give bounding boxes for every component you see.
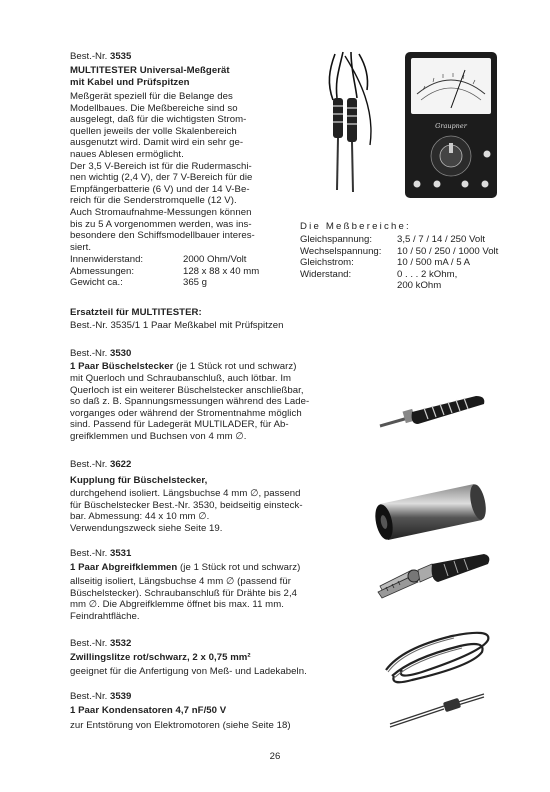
desc-line: Modellbaues. Die Meßbereiche sind so [70,102,238,114]
item-title-row [70,562,300,574]
range-label: Widerstand: [300,268,352,280]
spec-row [70,277,259,289]
range-label: Gleichstrom: [300,257,354,269]
desc-line: greifklemmen und Buchsen von 4 mm ∅. [70,430,247,442]
range-value: 10 / 50 / 250 / 1000 Volt [397,245,499,257]
spec-value: 365 g [183,277,208,289]
desc-line: reich für die Senderstromquelle (12 V). [70,195,237,207]
desc-line: so daß z. B. Spannungsmessungen während des Lade- [70,396,310,408]
item-description [70,720,291,732]
multitester-image [403,50,499,200]
spec-value: 2000 Ohm/Volt [183,254,247,265]
best-number: 3539 [110,691,132,702]
range-value: 0 . . . 2 kOhm, [397,268,458,280]
item-title-suffix: (je 1 Stück rot und schwarz) [177,562,301,573]
item-title-row [70,361,296,373]
best-number: 3531 [110,548,132,559]
test-leads-image [315,50,385,200]
item-order-number [70,459,131,471]
range-row [300,269,498,281]
spec-value: 128 x 88 x 40 mm [183,265,260,277]
range-label: Gleichspannung: [300,234,373,245]
item-order-number [70,691,131,703]
range-row [300,257,498,269]
best-number: 3530 [110,348,132,359]
range-value: 3,5 / 7 / 14 / 250 Volt [397,234,486,245]
item-description [70,373,309,443]
item-order-number [70,638,131,650]
desc-line: siert. [70,241,92,253]
desc-line: geeignet für die Anfertigung von Meß- und Ladekabeln. [70,666,307,677]
capacitor-image [386,690,486,730]
ersatzteil-heading: Ersatzteil für MULTITESTER: [70,307,202,318]
item-description [70,488,303,534]
desc-line: bar. Abmessung: 44 x 10 mm ∅. [70,511,210,523]
alligator-clip-image [372,552,494,614]
desc-line: Verwendungszweck siehe Seite 19. [70,522,223,534]
desc-line: quellen jeweils der volle Skalenbereich [70,125,237,137]
item-order-number [70,348,131,360]
range-value: 10 / 500 mA / 5 A [397,257,471,269]
item-description [70,576,297,622]
best-prefix: Best.-Nr. [70,638,108,649]
multitester-description [70,91,292,253]
spec-row [70,254,259,266]
desc-line: sind. Passend für Ladegerät MULTILADER, für Ab- [70,419,289,431]
best-prefix: Best.-Nr. [70,51,108,62]
ranges-title: Die Meßbereiche: [300,221,411,232]
desc-line: ausgenutzt wird. Damit wird ein sehr ge- [70,137,244,149]
spec-label: Abmessungen: [70,265,134,277]
item-title: 1 Paar Abgreifklemmen [70,562,178,573]
range-row [300,234,498,246]
spec-label: Innenwiderstand: [70,254,144,265]
multitester-order-number [70,51,131,63]
desc-line: allseitig isoliert, Längsbuchse 4 mm ∅ (passend für [70,576,292,587]
ranges-table [300,234,498,292]
desc-line: mit Querloch und Schraubanschluß, auch lötbar. Im [70,373,292,384]
item-title: 1 Paar Büschelstecker [70,361,174,372]
desc-line: ausgelegt, daß für die wichtigsten Strom- [70,114,247,126]
item-order-number [70,548,131,560]
multitester-subtitle: mit Kabel und Prüfspitzen [70,77,190,88]
desc-line: nen wichtig (2,4 V), der 7 V-Bereich für die [70,172,253,184]
spec-row [70,266,259,278]
best-prefix: Best.-Nr. [70,691,108,702]
desc-line: besondere den Schiffsmodellbauer interes- [70,230,255,242]
desc-line: vorganges oder während der Stromentnahme möglich [70,407,302,419]
desc-line: zur Entstörung von Elektromotoren (siehe Seite 18) [70,720,291,731]
item-title: Zwillingslitze rot/schwarz, 2 x 0,75 mm² [70,652,251,663]
desc-line: naues Ablesen ermöglicht. [70,148,184,160]
desc-line: Meßgerät speziell für die Belange des [70,91,233,102]
range-label [300,280,397,292]
banana-plug-image [378,392,490,434]
desc-line: Querloch ist ein weiterer Büschelstecker anschließbar, [70,384,304,396]
ersatzteil-line: Best.-Nr. 3535/1 1 Paar Meßkabel mit Prüfspitzen [70,320,284,331]
range-label: Wechselspannung: [300,245,382,257]
best-prefix: Best.-Nr. [70,348,108,359]
best-prefix: Best.-Nr. [70,459,108,470]
range-row [300,280,498,292]
coupling-image [370,478,492,540]
multitester-title: MULTITESTER Universal-Meßgerät [70,65,230,76]
best-number: 3535 [110,51,132,62]
spec-label: Gewicht ca.: [70,277,123,289]
range-row [300,246,498,258]
twin-wire-image [382,618,494,690]
meter-brand: Graupner [435,122,467,130]
best-prefix: Best.-Nr. [70,548,108,559]
multitester-specs [70,254,259,289]
item-title: Kupplung für Büschelstecker, [70,475,208,486]
range-value: 200 kOhm [397,280,442,292]
desc-line: durchgehend isoliert. Längsbuchse 4 mm ∅, passend [70,488,301,499]
desc-line: Feindrahtfläche. [70,610,140,622]
desc-line: Büschelstecker). Schraubanschluß für Drähte bis 2,4 [70,587,298,599]
desc-line: Empfängerbatterie (6 V) und der 14 V-Be- [70,183,250,195]
item-description [70,666,307,678]
desc-line: mm ∅. Die Abgreifklemme öffnet bis max. 11 mm. [70,599,284,611]
page-number: 26 [269,751,281,762]
best-number: 3532 [110,638,132,649]
best-number: 3622 [110,459,132,470]
desc-line: Auch Stromaufnahme-Messungen können [70,206,252,218]
desc-line: für Büschelstecker Best.-Nr. 3530, beidseitig einsteck- [70,499,303,511]
item-title-suffix: (je 1 Stück rot und schwarz) [173,361,297,372]
desc-line: bis zu 5 A vorgenommen werden, was ins- [70,218,252,230]
item-title: 1 Paar Kondensatoren 4,7 nF/50 V [70,705,227,716]
desc-line: Der 3,5 V-Bereich ist für die Rudermaschi- [70,160,252,172]
